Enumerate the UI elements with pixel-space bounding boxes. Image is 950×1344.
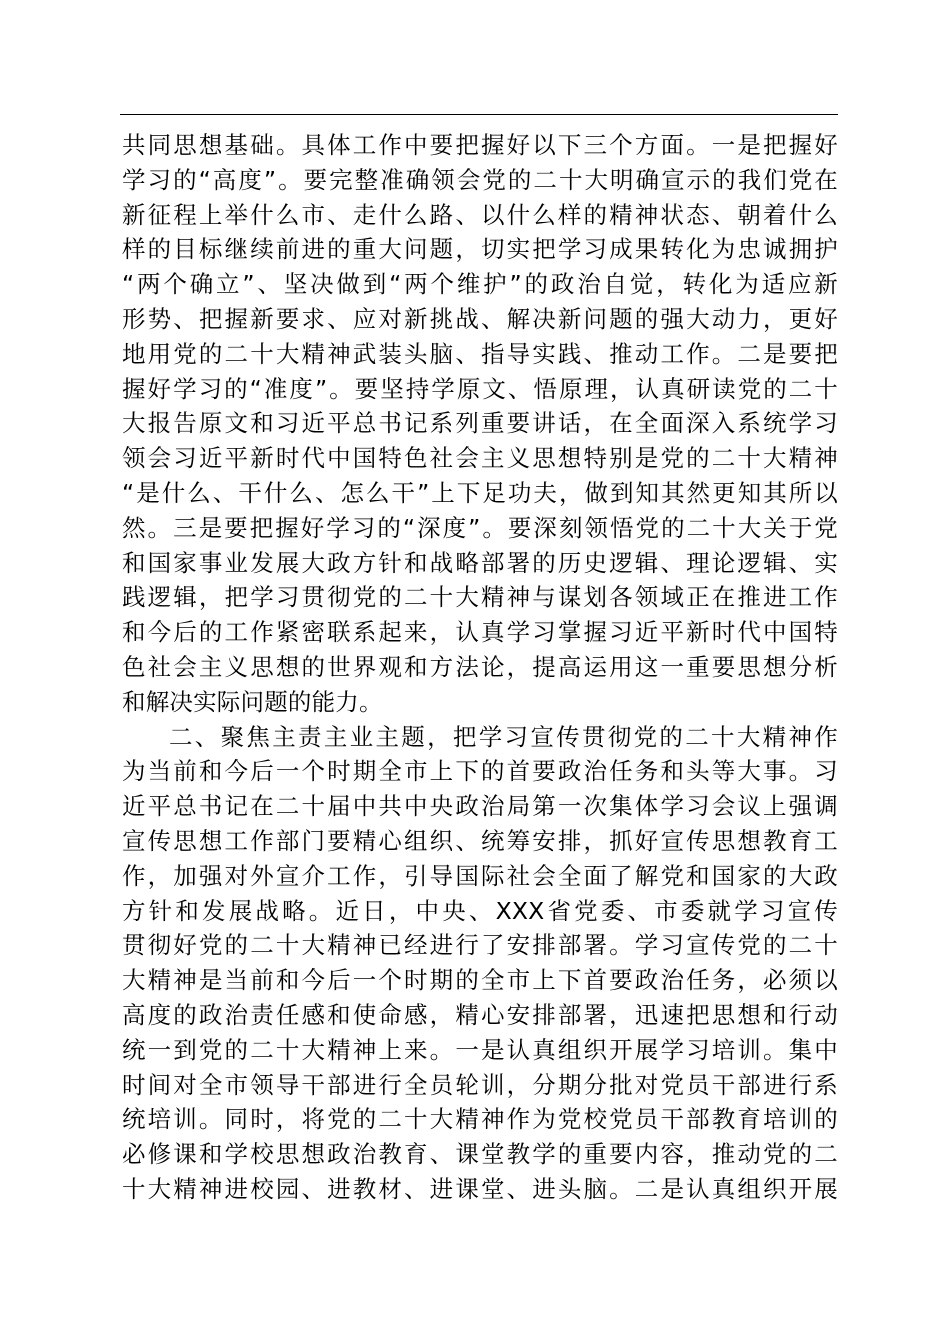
text-line: 为当前和今后一个时期全市上下的首要政治任务和头等大事。习 xyxy=(122,757,838,786)
header-rule xyxy=(120,114,838,115)
text-line: 统培训。同时，将党的二十大精神作为党校党员干部教育培训的 xyxy=(122,1105,838,1134)
text-line: 共同思想基础。具体工作中要把握好以下三个方面。一是把握好 xyxy=(122,131,838,159)
text-line: 方针和发展战略。近日，中央、XXX省党委、市委就学习宣传 xyxy=(122,896,838,925)
text-line: 十大精神进校园、进教材、进课堂、进头脑。二是认真组织开展 xyxy=(122,1174,838,1203)
text-line: 领会习近平新时代中国特色社会主义思想特别是党的二十大精神 xyxy=(122,444,838,473)
section-two-first-line: 二、聚焦主责主业主题，把学习宣传贯彻党的二十大精神作 xyxy=(169,722,838,751)
text-line: 色社会主义思想的世界观和方法论，提高运用这一重要思想分析 xyxy=(122,652,838,681)
text-line: “两个确立”、坚决做到“两个维护”的政治自觉，转化为适应新 xyxy=(122,270,838,299)
text-line: 践逻辑，把学习贯彻党的二十大精神与谋划各领域正在推进工作 xyxy=(122,583,838,612)
text-line: 形势、把握新要求、应对新挑战、解决新问题的强大动力，更好 xyxy=(122,304,838,333)
text-line: 宣传思想工作部门要精心组织、统筹安排，抓好宣传思想教育工 xyxy=(122,826,838,855)
paragraph-end-line: 和解决实际问题的能力。 xyxy=(122,687,383,716)
text-line: 时间对全市领导干部进行全员轮训，分期分批对党员干部进行系 xyxy=(122,1070,838,1099)
text-line: 大报告原文和习近平总书记系列重要讲话，在全面深入系统学习 xyxy=(122,409,838,438)
text-line: 和国家事业发展大政方针和战略部署的历史逻辑、理论逻辑、实 xyxy=(122,548,838,577)
text-line: 必修课和学校思想政治教育、课堂教学的重要内容，推动党的二 xyxy=(122,1140,838,1169)
text-line: 和今后的工作紧密联系起来，认真学习掌握习近平新时代中国特 xyxy=(122,618,838,647)
text-line: 样的目标继续前进的重大问题，切实把学习成果转化为忠诚拥护 xyxy=(122,235,838,264)
text-line: 新征程上举什么市、走什么路、以什么样的精神状态、朝着什么 xyxy=(122,200,838,229)
text-line: 高度的政治责任感和使命感，精心安排部署，迅速把思想和行动 xyxy=(122,1000,838,1029)
text-line: 大精神是当前和今后一个时期的全市上下首要政治任务，必须以 xyxy=(122,966,838,995)
text-line: 作，加强对外宣介工作，引导国际社会全面了解党和国家的大政 xyxy=(122,861,838,890)
body-text xyxy=(122,128,838,1207)
text-line: 学习的“高度”。要完整准确领会党的二十大明确宣示的我们党在 xyxy=(122,165,838,194)
text-line: “是什么、干什么、怎么干”上下足功夫，做到知其然更知其所以 xyxy=(122,478,838,507)
text-line: 握好学习的“准度”。要坚持学原文、悟原理，认真研读党的二十 xyxy=(122,374,838,403)
text-line: 然。三是要把握好学习的“深度”。要深刻领悟党的二十大关于党 xyxy=(122,513,838,542)
text-line: 近平总书记在二十届中共中央政治局第一次集体学习会议上强调 xyxy=(122,792,838,821)
text-line: 统一到党的二十大精神上来。一是认真组织开展学习培训。集中 xyxy=(122,1035,838,1064)
text-line: 贯彻好党的二十大精神已经进行了安排部署。学习宣传党的二十 xyxy=(122,931,838,960)
text-line: 地用党的二十大精神武装头脑、指导实践、推动工作。二是要把 xyxy=(122,339,838,368)
